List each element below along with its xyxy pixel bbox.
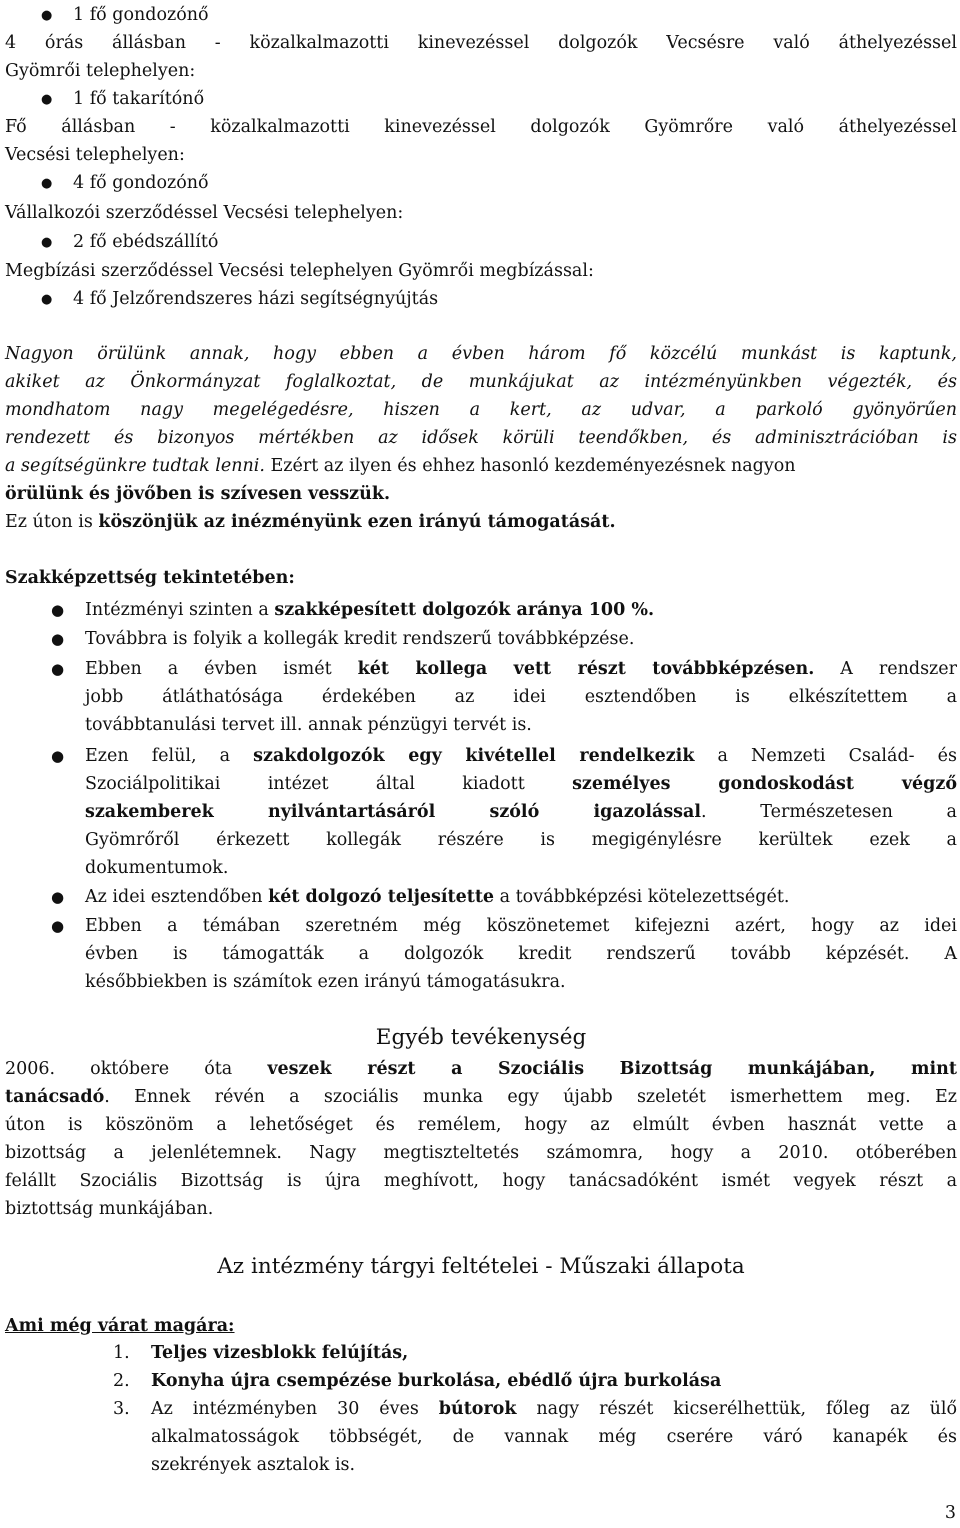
text-line: Megbízási szerződéssel Vecsési telephelyen Gyömrői megbízással: bbox=[5, 261, 594, 281]
bullet-icon: ● bbox=[41, 8, 53, 23]
bullet-icon: ● bbox=[51, 888, 65, 906]
text-line: rendezett és bizonyos mértékben az idősek körüli teendőkben, és adminisztrációban is bbox=[5, 428, 957, 448]
bullet-icon: ● bbox=[41, 292, 53, 307]
text-line: Gyömrői telephelyen: bbox=[5, 61, 196, 81]
text-line: 4 órás állásban - közalkalmazotti kinevezéssel dolgozók Vecsésre való áthelyezéssel bbox=[5, 33, 957, 53]
text-line: 2006. októbere óta veszek részt a Szociális Bizottság munkájában, mint bbox=[5, 1059, 957, 1079]
page-number: 3 bbox=[944, 1503, 956, 1523]
text-line: bizottság a jelenlétemnek. Nagy megtiszteltetés számomra, hogy a 2010. otóberében bbox=[5, 1143, 957, 1163]
subheading: Ami még várat magára: bbox=[5, 1316, 235, 1336]
bullet-icon: ● bbox=[51, 660, 65, 678]
text-line: örülünk és jövőben is szívesen vesszük. bbox=[5, 484, 391, 504]
bullet-icon: ● bbox=[41, 92, 53, 107]
bullet-icon: ● bbox=[51, 747, 65, 765]
text-line: felállt Szociális Bizottság is újra meghívott, hogy tanácsadóként ismét vegyek részt a bbox=[5, 1171, 957, 1191]
text-line: úton is köszönöm a lehetőséget és remélem, hogy az elmúlt évben hasznát vette a bbox=[5, 1115, 957, 1135]
text-line: biztottság munkájában. bbox=[5, 1199, 214, 1219]
section-heading: Szakképzettség tekintetében: bbox=[5, 568, 295, 588]
text-line: a segítségünkre tudtak lenni. Ezért az ilyen és ehhez hasonló kezdeményezésnek nagyon bbox=[5, 456, 796, 476]
text-line: Nagyon örülünk annak, hogy ebben a évben három fő közcélú munkást is kaptunk, bbox=[5, 344, 957, 364]
bullet-icon: ● bbox=[41, 235, 53, 250]
section-heading: Egyéb tevékenység bbox=[375, 1025, 587, 1050]
text-line: Vecsési telephelyen: bbox=[5, 145, 185, 165]
bullet-icon: ● bbox=[51, 630, 65, 648]
text-line: Vállalkozói szerződéssel Vecsési telephelyen: bbox=[5, 203, 404, 223]
text-line: akiket az Önkormányzat foglalkoztat, de munkájukat az intézményünkben végezték, és bbox=[5, 372, 957, 392]
text-line: mondhatom nagy megelégedésre, hiszen a kert, az udvar, a parkoló gyönyörűen bbox=[5, 400, 957, 420]
text-line: Ez úton is köszönjük az inézményünk ezen irányú támogatását. bbox=[5, 512, 616, 532]
bullet-icon: ● bbox=[51, 601, 65, 619]
bullet-icon: ● bbox=[51, 917, 65, 935]
text-line: Fő állásban - közalkalmazotti kinevezéssel dolgozók Gyömrőre való áthelyezéssel bbox=[5, 117, 957, 137]
bullet-icon: ● bbox=[41, 176, 53, 191]
text-line: tanácsadó. Ennek révén a szociális munka egy újabb szeletét ismerhettem meg. Ez bbox=[5, 1087, 957, 1107]
section-heading: Az intézmény tárgyi feltételei - Műszaki állapota bbox=[217, 1254, 745, 1279]
